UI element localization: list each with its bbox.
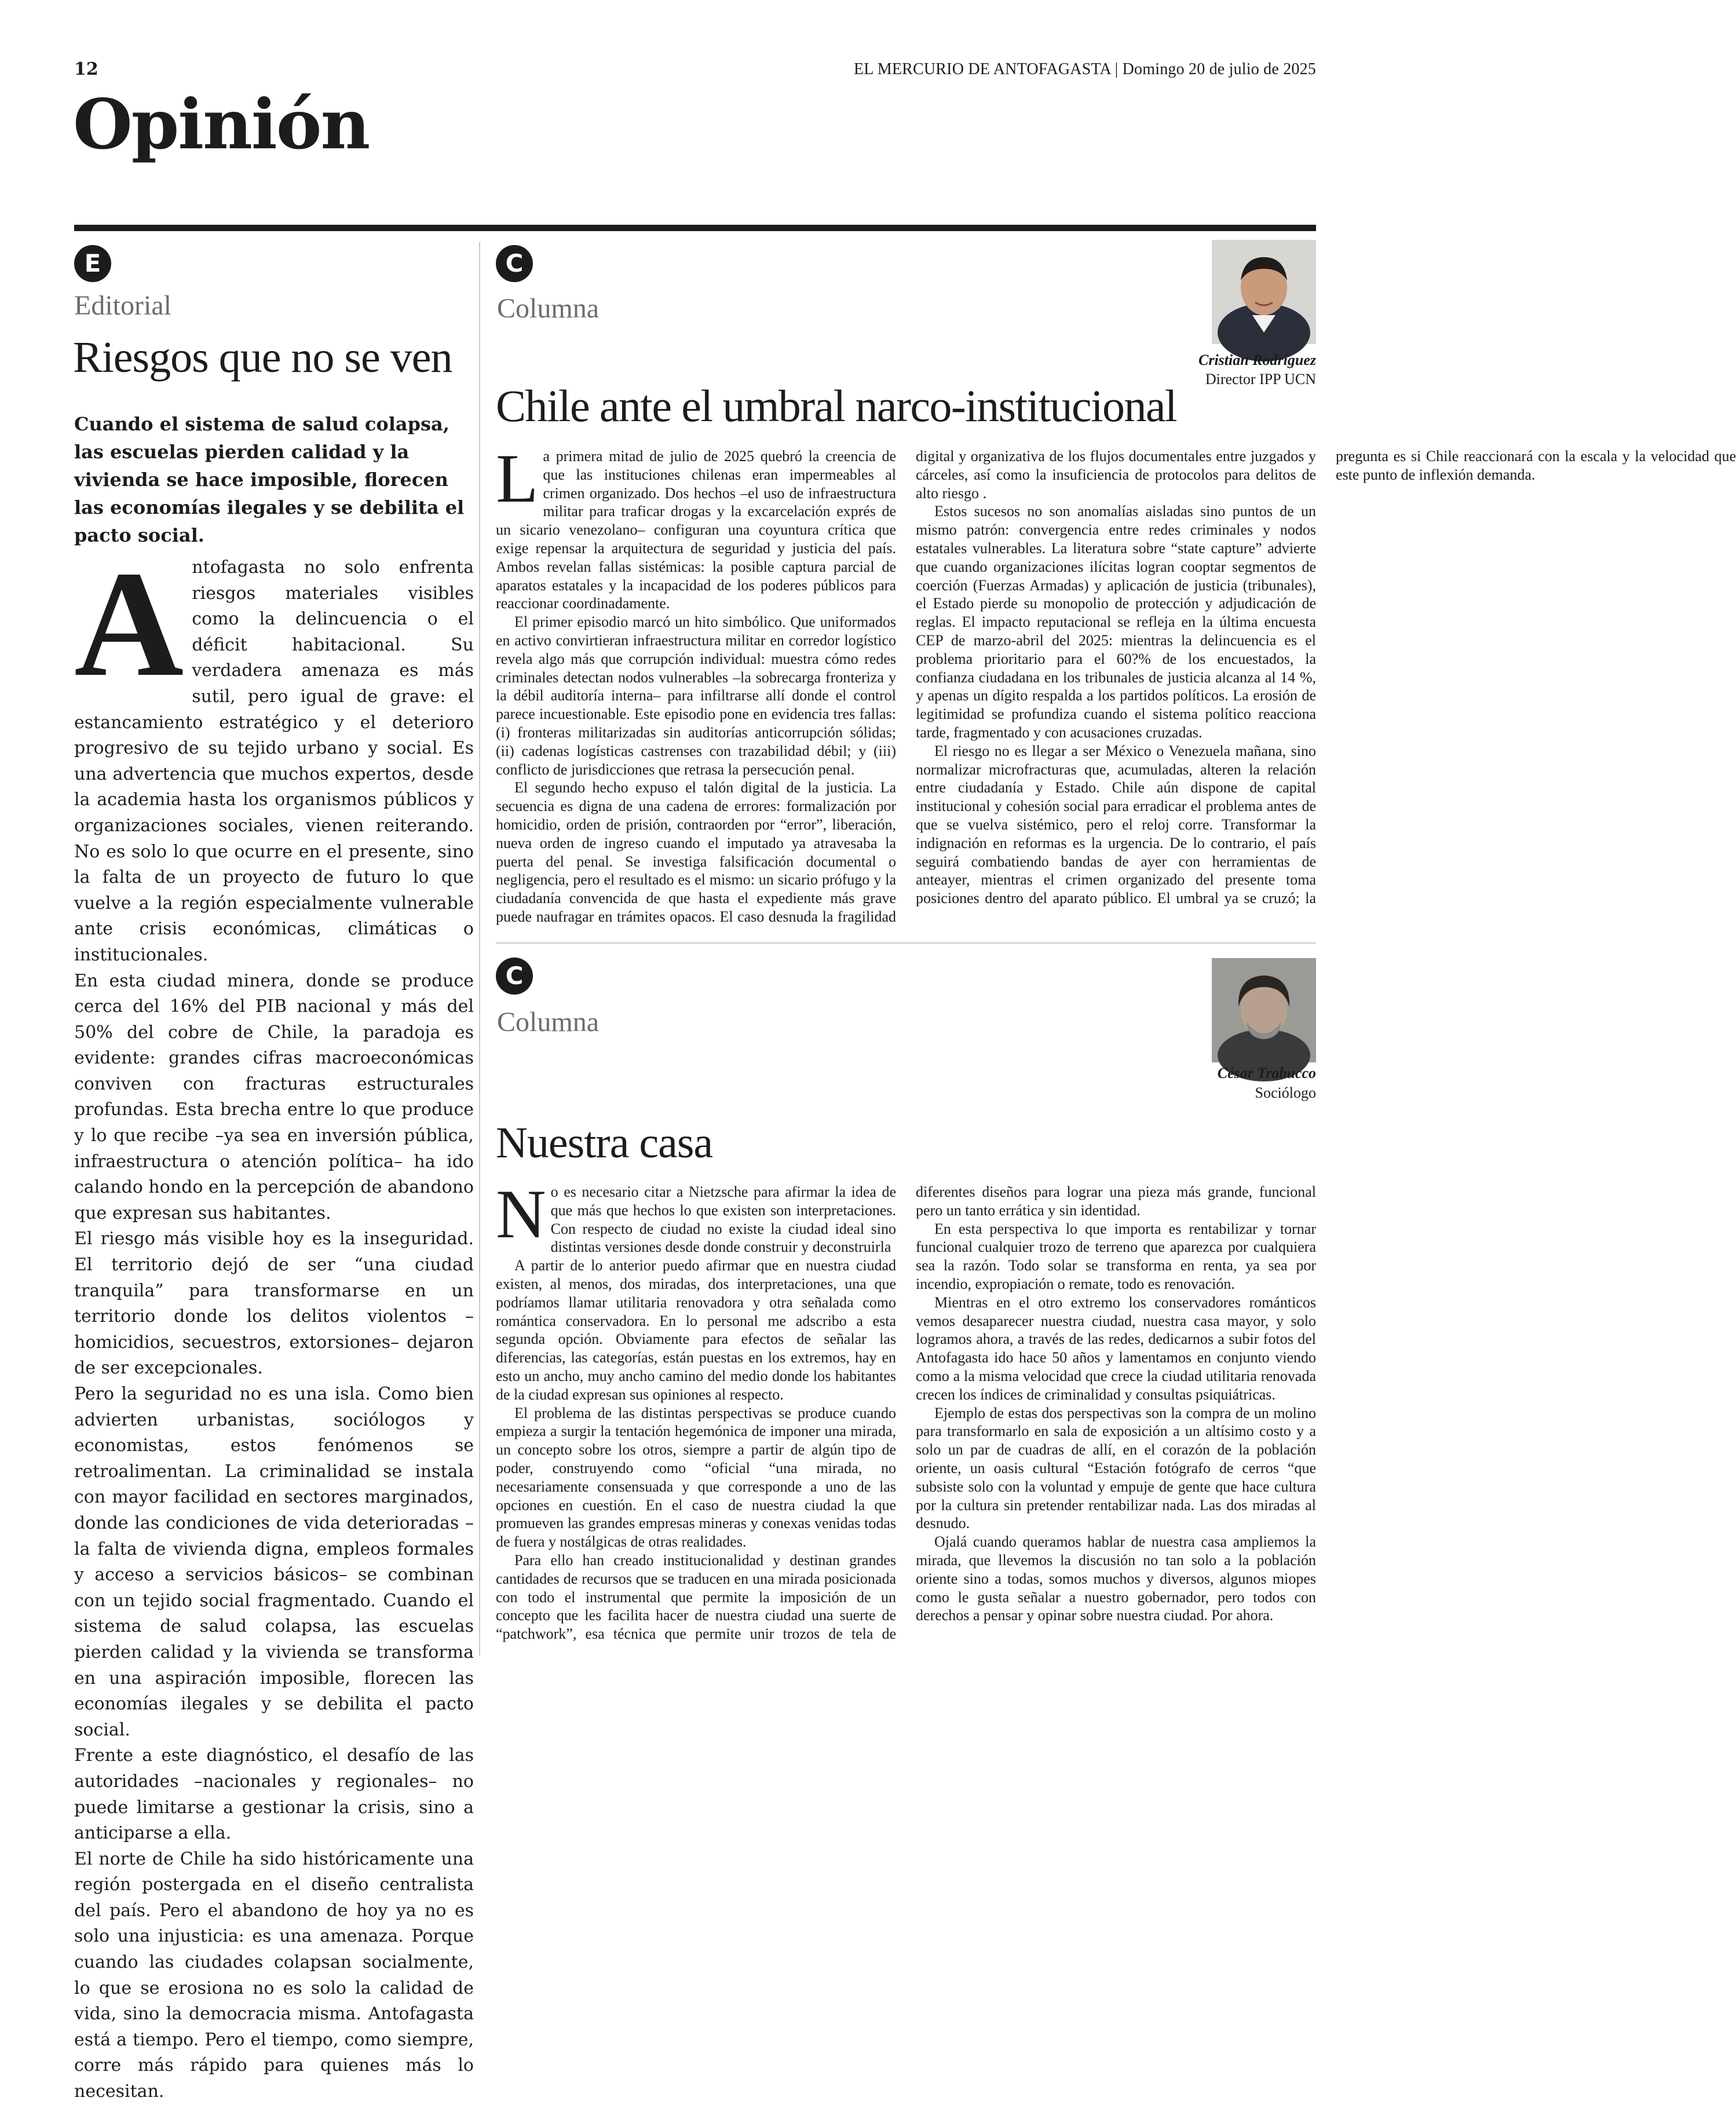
editorial-body [74,540,474,2102]
column1-headline: Chile ante el umbral narco-institucional [496,381,1176,431]
section-divider [496,942,1316,944]
column1-body [496,440,1736,937]
column1-paragraph: a primera mitad de julio de 2025 quebró la creencia de que las instituciones chilenas eran impermeables al crimen organizado. Dos hechos –el uso de infraestructura militar para traficar drogas y la excarcelación exprés de un sicario venezolano– configuran una coyuntura crítica que exige repensar la arquitectura de seguridad y justicia del país. Ambos revelan fallas sistémicas: la posible captura parcial de aparatos estatales y la incapacidad de los poderes públicos para reaccionar coordinadamente. [496,448,896,612]
column2-paragraph: Para ello han creado institucionalidad y destinan grandes cantidades de recursos que se traducen en una mirada posicionada con todo el instrumental que permite la imposición de un concepto que les facilita hacer de nuestra ciudad una suerte de “patchwork”, esa técnica que permite unir trozos de tela de diferentes diseños para lograr una pieza más grande, funcional pero un tanto errática y sin identidad. [496,1183,1316,1643]
editorial-badge: E [74,245,111,282]
column2-paragraph: o es necesario citar a Nietzsche para afirmar la idea de que más que hechos lo que existen son interpretaciones. Con respecto de ciudad no existe la ciudad ideal sino distintas versiones desde donde construir y deconstruirla [550,1183,896,1256]
column-divider [479,242,480,1656]
masthead: EL MERCURIO DE ANTOFAGASTA | Domingo 20 de julio de 2025 [853,60,1316,78]
section-title: Opinión [73,84,370,165]
column2-body [496,1175,1316,1655]
page-number: 12 [74,59,98,79]
author-photo-rodriguez [1212,240,1316,344]
column2-paragraph: A partir de lo anterior puedo afirmar que en nuestra ciudad existen, al menos, dos miradas, dos interpretaciones, una que podríamos llamar utilitaria renovadora y otra señalada como romántica conservadora. En lo personal me adscribo a esta segunda opción. Obviamente para efectos de señalar las diferencias, las categorías, están puestas en los extremos, hay en esto un ancho, muy ancho camino del medio donde los habitantes de la ciudad expresan sus opiniones al respecto. [496,1257,896,1403]
column2-paragraph: En esta perspectiva lo que importa es rentabilizar y tornar funcional cualquier trozo de terreno que aparezca por cualquiera sea la razón. Todo solar se transforma en renta, ya sea por incendio, expropiación o remate, todo es renovación. [916,1220,1316,1292]
editorial-dropcap: A [74,540,184,708]
editorial-paragraph: Frente a este diagnóstico, el desafío de las autoridades –nacionales y regionales– no puede limitarse a gestionar la crisis, sino a anticiparse a ella. [74,1745,474,1844]
column2-author-role: Sociólogo [1255,1084,1316,1101]
column1-author-name: Cristian Rodríguez [1198,352,1316,368]
column2-headline: Nuestra casa [496,1119,713,1167]
column2-paragraph: Mientras en el otro extremo los conservadores románticos vemos desaparecer nuestra ciudad, nuestra casa mayor, y solo logramos ahora, a través de las redes, dedicarnos a subir fotos del Antofagasta ido hace 50 años y lamentamos en conjunto viendo como a la misma velocidad que crece la ciudad utilitaria renovada crecen los índices de criminalidad y consultas psiquiátricas. [916,1293,1316,1403]
column1-paragraph: El primer episodio marcó un hito simbólico. Que uniformados en activo convirtieran infraestructura militar en corredor logístico revela algo más que corrupción individual: muestra cómo redes criminales detectan nodos vulnerables –la sobrecarga fronteriza y la débil auditoría interna– para infiltrarse allí donde el control parece incuestionable. Este episodio pone en evidencia tres fallas: (i) fronteras militarizadas sin auditorías anticorrupción sólidas; (ii) cadenas logísticas castrenses con trazabilidad débil; y (iii) conflicto de jurisdicciones que retrasa la persecución penal. [496,613,896,778]
column1-badge: C [496,245,533,282]
column1-dropcap: L [496,440,539,517]
column1-paragraph: Estos sucesos no son anomalías aisladas sino puntos de un mismo patrón: convergencia entre redes criminales y nodos estatales vulnerables. La literatura sobre “state capture” advierte que cuando organizaciones ilícitas logran cooptar segmentos de coerción (Fuerzas Armadas) y aplicación de justicia (tribunales), el Estado pierde su monopolio de protección y adjudicación de reglas. El impacto reputacional se refleja en la última encuesta CEP de marzo-abril del 2025: mientras la delincuencia es el problema prioritario para el 60?% de los encuestados, la confianza ciudadana en los tribunales de justicia alcanza al 14 %, y apenas un dígito respalda a los partidos políticos. La erosión de legitimidad se profundiza cuando el sistema político reacciona tarde, fragmentado y con acusaciones cruzadas. [916,503,1316,741]
person-portrait-icon [1212,958,1316,1062]
column2-paragraph: Ejemplo de estas dos perspectivas son la compra de un molino para transformarlo en sala de exposición a un altísimo costo y a solo un par de cuadras de allí, en el corazón de la población oriente, un oasis cultural “Estación fotógrafo de cerros “que subsiste solo con la voluntad y empuje de gente que hace cultura por la cultura sin pretender rentabilizar nada. Las dos miradas al desnudo. [916,1404,1316,1532]
editorial-headline: Riesgos que no se ven [73,333,452,382]
editorial-deck: Cuando el sistema de salud colapsa, las escuelas pierden calidad y la vivienda se hace imposible, florecen las economías ilegales y se debilita el pacto social. [74,413,465,546]
editorial-paragraph: El riesgo más visible hoy es la inseguridad. El territorio dejó de ser “una ciudad tranquila” para transformarse en un territorio donde los delitos violentos –homicidios, secuestros, extorsiones– dejaron de ser excepcionales. [74,1229,474,1379]
editorial-paragraph: Pero la seguridad no es una isla. Como bien advierten urbanistas, sociólogos y economistas, estos fenómenos se retroalimentan. La criminalidad se instala con mayor facilidad en sectores marginados, donde las condiciones de vida deterioradas –la falta de vivienda digna, empleos formales y acceso a servicios básicos– se combinan con un tejido social fragmentado. Cuando el sistema de salud colapsa, las escuelas pierden calidad y la vivienda se transforma en una aspiración imposible, florecen las economías ilegales y se debilita el pacto social. [74,1384,474,1740]
editorial-paragraph: En esta ciudad minera, donde se produce cerca del 16% del PIB nacional y más del 50% del cobre de Chile, la paradoja es evidente: grandes cifras macroeconómicas conviven con fracturas estructurales profundas. Esta brecha entre lo que produce y lo que recibe –ya sea en inversión pública, infraestructura o atención política– ha ido calando hondo en la percepción de abandono que expresan sus habitantes. [74,970,474,1223]
column2-paragraph: Ojalá cuando queramos hablar de nuestra casa ampliemos la mirada, que llevemos la discusión no tan solo a la población oriente sino a todas, somos muchos y diversos, algunos miopes como le gusta señalar a nuestro gobernador, pero todos con derechos a pensar y opinar sobre nuestra ciudad. Por ahora. [916,1533,1316,1624]
person-portrait-icon [1212,240,1316,344]
column2-kicker: Columna [497,1007,599,1037]
column2-badge: C [496,958,533,995]
author-photo-trabucco [1212,958,1316,1062]
column2-paragraph: El problema de las distintas perspectivas se produce cuando empieza a surgir la tentación hegemónica de imponer una mirada, un concepto sobre los otros, siempre a partir de algún tipo de poder, construyendo como “oficial “una mirada, no necesariamente consensuada y que corresponde a uno de las opciones en cuestión. En el caso de nuestra ciudad la que promueven las grandes empresas mineras y conexas venidas todas de fuera y nostálgicas de otras realidades. [496,1404,896,1551]
column2-author-name: César Trabucco [1217,1065,1316,1081]
column2-dropcap: N [496,1175,546,1252]
column1-paragraph: El segundo hecho expuso el talón digital de la justicia. La secuencia es digna de una cadena de errores: formalización por homicidio, orden de prisión, contraorden por “error”, liberación, nueva orden de ingreso cuando el imputado ya atravesaba la puerta del penal. Se investiga falsificación documental o negligencia, pero el resultado es el mismo: un sicario prófugo y la ciudadanía convencida de que hasta el expediente más grave puede naufragar en trámites opacos. El caso desnuda la fragilidad digital y organizativa de los flujos documentales entre juzgados y cárceles, así como la insuficiencia de protocolos para delitos de alto riesgo . [496,448,1316,925]
column1-author-role: Director IPP UCN [1205,371,1316,388]
column1-kicker: Columna [497,293,599,324]
top-rule [74,225,1316,231]
editorial-kicker: Editorial [74,290,171,321]
editorial-paragraph: El norte de Chile ha sido históricamente una región postergada en el diseño centralista del país. Pero el abandono de hoy ya no es solo una injusticia: es una amenaza. Porque cuando las ciudades colapsan socialmente, lo que se erosiona no es solo la calidad de vida, sino la democracia misma. Antofagasta está a tiempo. Pero el tiempo, como siempre, corre más rápido para quienes más lo necesitan. [74,1848,474,2102]
editorial-paragraph: ntofagasta no solo enfrenta riesgos materiales visibles como la delincuencia o el déficit habitacional. Su verdadera amenaza es más sutil, pero igual de grave: el estancamiento estratégico y el deterioro progresivo de su tejido urbano y social. Es una advertencia que muchos expertos, desde la academia hasta los organismos públicos y organizaciones sociales, vienen reiterando. No es solo lo que ocurre en el presente, sino la falta de un proyecto de futuro lo que vuelve a la región especialmente vulnerable ante crisis económicas, climáticas o institucionales. [74,557,474,965]
column1-paragraph: El riesgo no es llegar a ser México o Venezuela mañana, sino normalizar microfracturas que, acumuladas, alteren la relación entre ciudadanía y Estado. Chile aún dispone de capital institucional y cohesión social para erradicar el problema antes de que se vuelva sistémico, pero el reloj corre. Transformar la indignación en reformas es la urgencia. De lo contrario, el país seguirá combatiendo bandas de ayer con herramientas de anteayer, mientras el crimen organizado del presente toma posiciones dentro del aparato público. El umbral ya se cruzó; la pregunta es si Chile reaccionará con la escala y la velocidad que este punto de inflexión demanda. [916,448,1736,907]
